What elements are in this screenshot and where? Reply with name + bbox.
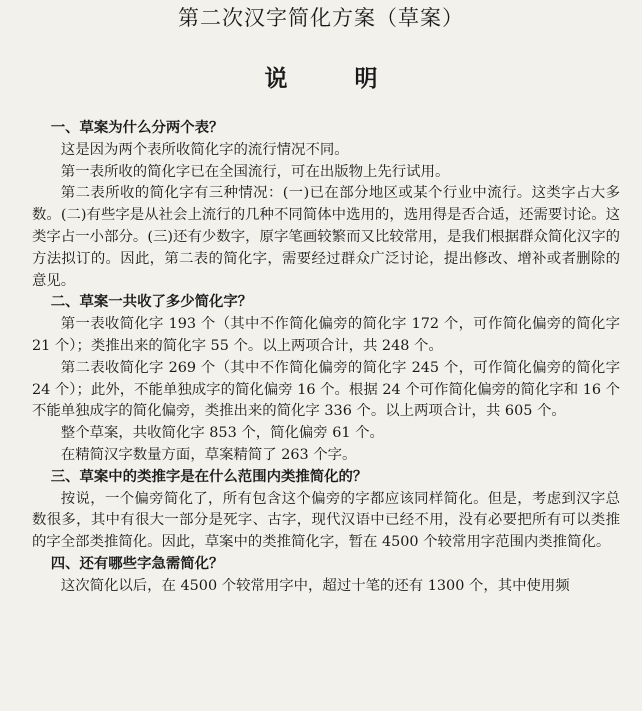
document-subtitle: 说 明 — [264, 65, 400, 92]
paragraph: 按说，一个偏旁简化了，所有包含这个偏旁的字都应该同样简化。但是，考虑到汉字总数很多，其中有很大一部分是死字、古字，现代汉语中已经不用，没有必要把所有可以类推的字全部类推简化。因此，草案中的类推简化字，暂在 4500 个较常用字范围内类推简化。 — [32, 490, 620, 551]
paragraph: 这是因为两个表所收简化字的流行情况不同。 — [60, 141, 349, 158]
paragraph: 第一表收简化字 193 个（其中不作简化偏旁的简化字 172 个，可作简化偏旁的简化字 21 个）；类推出来的简化字 55 个。以上两项合计，共 248 个。 — [32, 316, 620, 354]
document-body — [32, 118, 620, 598]
paragraph: 整个草案，共收简化字 853 个，简化偏旁 61 个。 — [60, 425, 384, 442]
paragraph: 这次简化以后，在 4500 个较常用字中，超过十笔的还有 1300 个，其中使用频 — [60, 577, 570, 594]
paragraph: 第二表收简化字 269 个（其中不作简化偏旁的简化字 245 个，可作简化偏旁的简化字 24 个）；此外，不能单独成字的简化偏旁 16 个。根据 24 个可作简化偏旁的简化字和 16 个不能单独成字的简化偏旁，类推出来的简化字 336 个。以上两项合计，共 605 个。 — [32, 359, 620, 420]
document-title: 第二次汉字简化方案（草案） — [178, 6, 464, 30]
paragraph: 第一表所收的简化字已在全国流行，可在出版物上先行试用。 — [60, 163, 450, 180]
paragraph: 第二表所收的简化字有三种情况：(一)已在部分地区或某个行业中流行。这类字占大多数。(二)有些字是从社会上流行的几种不同简体中选用的，选用得是否合适，还需要讨论。这类字占一小部分。(三)还有少数字，原字笔画较繁而又比较常用，是我们根据群众简化汉字的方法拟订的。因此，第二表的简化字，需要经过群众广泛讨论，提出修改、增补或者删除的意见。 — [32, 185, 620, 289]
section-heading: 一、草案为什么分两个表？ — [50, 120, 224, 136]
paragraph: 在精简汉字数量方面，草案精简了 263 个字。 — [60, 446, 357, 463]
section-heading: 三、草案中的类推字是在什么范围内类推简化的？ — [50, 468, 368, 485]
section-heading: 四、还有哪些字急需简化？ — [50, 555, 224, 572]
section-heading: 二、草案一共收了多少简化字？ — [50, 294, 253, 311]
